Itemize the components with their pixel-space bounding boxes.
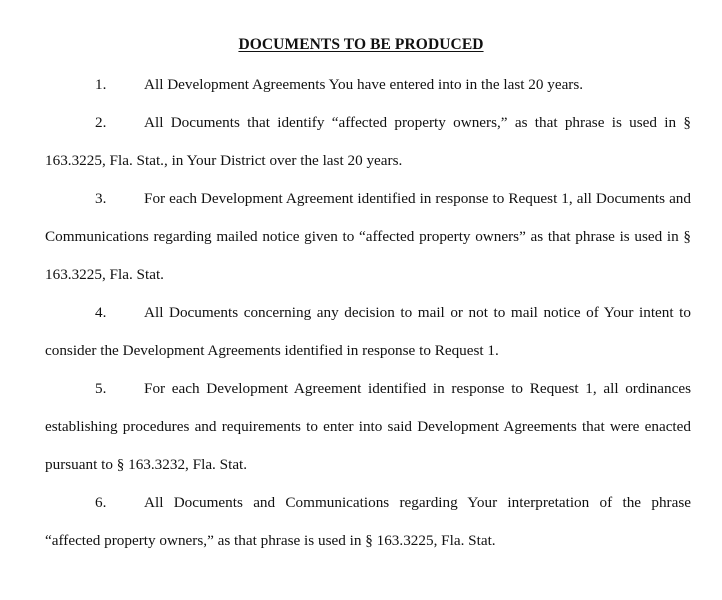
request-number: 6. xyxy=(95,494,107,511)
request-number: 5. xyxy=(95,380,107,397)
request-text: For each Development Agreement identified in response to Request 1, all ordinances establishing procedures and requirements to enter into said Development Agreements that were enacted pursuant to § 163.3232, Fla. Stat. xyxy=(45,380,691,473)
request-number: 2. xyxy=(95,114,107,131)
request-text: All Documents concerning any decision to mail or not to mail notice of Your intent to consider the Development Agreements identified in response to Request 1. xyxy=(45,304,691,359)
request-item xyxy=(45,484,691,560)
request-item xyxy=(45,180,691,294)
request-number: 1. xyxy=(95,76,107,93)
request-item xyxy=(45,66,691,104)
request-list xyxy=(45,66,691,560)
request-item xyxy=(45,104,691,180)
request-text: For each Development Agreement identified in response to Request 1, all Documents and Communications regarding mailed notice given to “affected property owners” as that phrase is used in § 163.3225, Fla. Stat. xyxy=(45,190,691,283)
section-heading: DOCUMENTS TO BE PRODUCED xyxy=(238,36,484,53)
request-text: All Development Agreements You have entered into in the last 20 years. xyxy=(144,76,584,93)
request-item xyxy=(45,294,691,370)
request-item xyxy=(45,370,691,484)
request-text: All Documents and Communications regarding Your interpretation of the phrase “affected property owners,” as that phrase is used in § 163.3225, Fla. Stat. xyxy=(45,494,691,549)
request-number: 3. xyxy=(95,190,107,207)
request-number: 4. xyxy=(95,304,107,321)
request-text: All Documents that identify “affected property owners,” as that phrase is used in § 163.3225, Fla. Stat., in Your District over the last 20 years. xyxy=(45,114,691,169)
